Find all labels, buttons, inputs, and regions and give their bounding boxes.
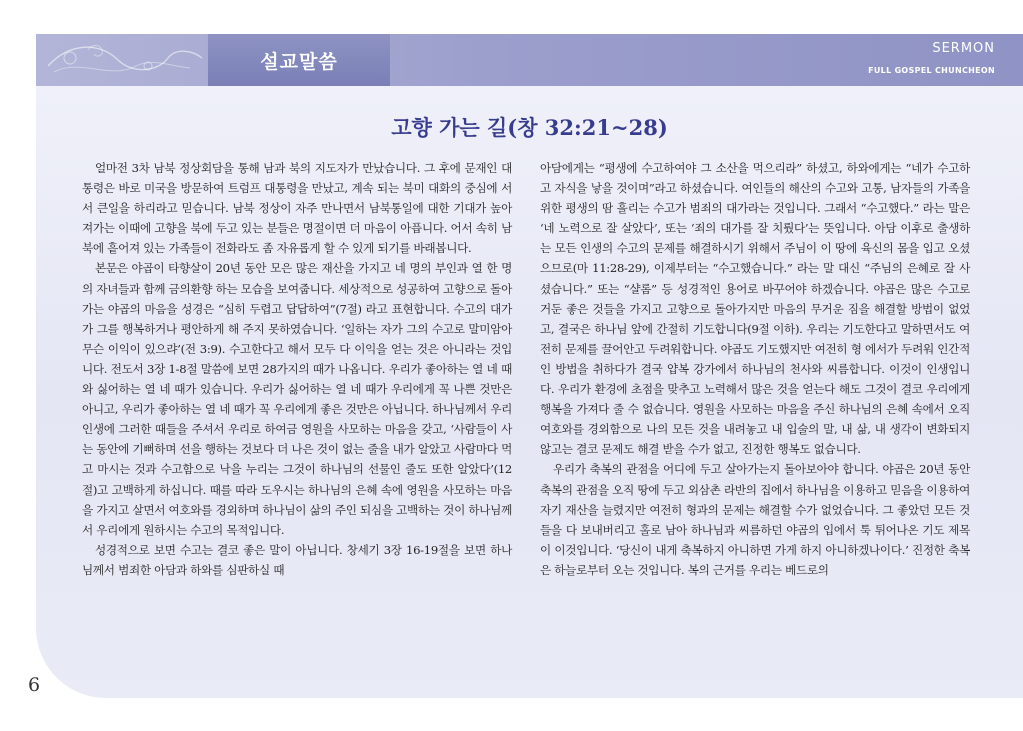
sermon-label: SERMON bbox=[932, 41, 995, 56]
paragraph: 얼마전 3차 남북 정상회담을 통해 남과 북의 지도자가 만났습니다. 그 후에 문재인 대통령은 바로 미국을 방문하여 트럼프 대통령을 만났고, 계속 되는 북미 대화의 중심에 서서 큰일을 하리라고 믿습니다. 남북 정상이 자주 만나면서 남북통일에 대한 기대가 높아져가는 이때에 고향을 북에 두고 있는 분들은 명절이면 더 마음이 아픕니다. 어서 속히 남북에 흩어져 있는 가족들이 전화라도 좀 자유롭게 할 수 있게 되기를 바래봅니다. bbox=[82, 161, 512, 256]
flourish-ornament-icon bbox=[40, 36, 210, 84]
paragraph: 본문은 야곱이 타향살이 20년 동안 모은 많은 재산을 가지고 네 명의 부인과 열 한 명의 자녀들과 함께 금의환향 하는 모습을 보여줍니다. 세상적으로 성공하여 고향으로 돌아가는 야곱의 마음을 성경은 “심히 두렵고 답답하여”(7절) 라고 표현합니다. 수고의 대가가 그를 행복하거나 평안하게 해 주지 못하였습니다. ‘일하는 자가 그의 수고로 말미암아 무슨 이익이 있으랴’(전 3:9). 수고한다고 해서 모두 다 이익을 얻는 것은 아니라는 것입니다. 전도서 3장 1-8절 말씀에 보면 28가지의 때가 나옵니다. 우리가 좋아하는 열 네 때와 싫어하는 열 네 때가 있습니다. 우리가 싫어하는 열 네 때가 우리에게 꼭 나쁜 것만은 아니고, 우리가 좋아하는 열 네 때가 꼭 우리에게 좋은 것만은 아닙니다. 하나님께서 우리 인생에 그러한 때들을 주셔서 우리로 하여금 영원을 사모하는 마음을 갖고, ‘사람들이 사는 동안에 기뻐하며 선을 행하는 것보다 더 나은 것이 없는 줄을 내가 알았고 사람마다 먹고 마시는 것과 수고함으로 낙을 누리는 그것이 하나님의 선물인 줄도 또한 알았다’(12절)고 고백하게 하십니다. 때를 따라 도우시는 하나님의 은혜 속에 영원을 사모하는 마음을 가지고 살면서 여호와를 경외하며 하나님이 삶의 주인 되심을 고백하는 것이 하나님께서 우리에게 원하시는 수고의 목적입니다. bbox=[82, 261, 512, 537]
paragraph: 아담에게는 “평생에 수고하여야 그 소산을 먹으리라” 하셨고, 하와에게는 “네가 수고하고 자식을 낳을 것이며”라고 하셨습니다. 여인들의 해산의 수고와 고통, 남자들의 가족을 위한 평생의 땀 흘리는 수고가 범죄의 대가라는 것입니다. 그래서 “수고했다.” 라는 말은 ‘네 노력으로 잘 살았다’, 또는 ‘죄의 대가를 잘 치뤘다’는 뜻입니다. 아담 이후로 출생하는 모든 인생의 수고의 문제를 해결하시기 위해서 주님이 이 땅에 육신의 몸을 입고 오셨으므로(마 11:28-29), 이제부터는 “수고했습니다.” 라는 말 대신 “주님의 은혜로 잘 사셨습니다.” 또는 “샬롬” 등 성경적인 용어로 바꾸어야 하겠습니다. 야곱은 많은 수고로 거둔 좋은 것들을 가지고 고향으로 돌아가지만 마음의 무거운 짐을 해결할 방법이 없었고, 결국은 하나님 앞에 간절히 기도합니다(9절 이하). 우리는 기도한다고 말하면서도 여전히 문제를 끌어안고 두려워합니다. 야곱도 기도했지만 여전히 형 에서가 두려워 인간적인 방법을 취하다가 결국 얍복 강가에서 하나님의 천사와 씨름합니다. 이것이 인생입니다. 우리가 환경에 초점을 맞추고 노력해서 많은 것을 얻는다 해도 그것이 결코 우리에게 행복을 가져다 줄 수 없습니다. 영원을 사모하는 마음을 주신 하나님의 은혜 속에서 오직 여호와를 경외함으로 나의 모든 것을 내려놓고 내 입술의 말, 내 삶, 내 생각이 변화되지 않고는 결코 문제도 해결 받을 수가 없고, 진정한 행복도 없습니다. bbox=[540, 161, 970, 457]
paragraph: 우리가 축복의 관점을 어디에 두고 살아가는지 돌아보아야 합니다. 야곱은 20년 동안 축복의 관점을 오직 땅에 두고 외삼촌 라반의 집에서 하나님을 이용하고 믿음을 이용하여 자기 재산을 늘렸지만 여전히 형과의 문제는 해결할 수가 없었습니다. 그 좋았던 모든 것들을 다 보내버리고 홀로 남아 하나님과 씨름하던 야곱의 입에서 툭 튀어나온 기도 제목이 이것입니다. ‘당신이 내게 축복하지 아니하면 가게 하지 아니하겠나이다.’ 진정한 축복은 하늘로부터 오는 것입니다. 복의 근거를 우리는 베드로의 bbox=[540, 462, 970, 577]
section-title: 설교말씀 bbox=[260, 50, 338, 73]
right-column bbox=[540, 158, 970, 580]
article-title: 고향 가는 길(창 32:21~28) bbox=[391, 115, 668, 140]
page-number: 6 bbox=[28, 674, 41, 696]
paragraph: 성경적으로 보면 수고는 결코 좋은 말이 아닙니다. 창세기 3장 16-19절을 보면 하나님께서 범죄한 아담과 하와를 심판하실 때 bbox=[82, 542, 512, 577]
left-column bbox=[82, 158, 512, 580]
section-title-box bbox=[208, 34, 390, 86]
church-label: FULL GOSPEL CHUNCHEON bbox=[868, 66, 995, 75]
